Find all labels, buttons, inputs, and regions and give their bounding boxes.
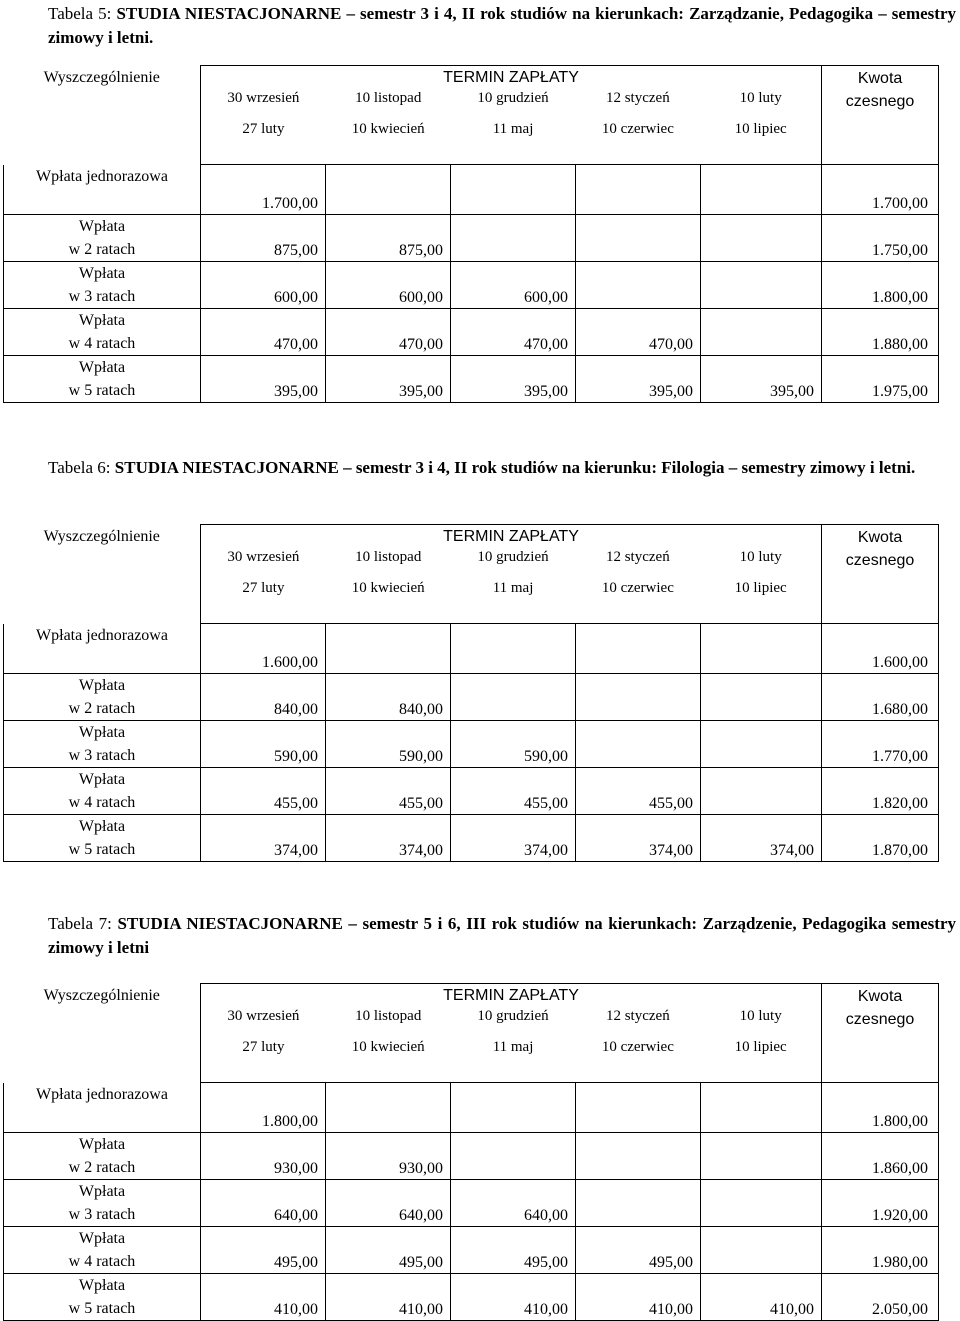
amount-cell: 395,00 <box>201 356 326 403</box>
caption-title: STUDIA NIESTACJONARNE – semestr 5 i 6, III rok studiów na kierunkach: Zarządzenie, Pedagogika semestry zimowy i letni <box>48 914 957 957</box>
row-label-line1: Wpłata <box>78 1136 126 1153</box>
header-date: 10 grudzień <box>477 549 549 565</box>
header-kwota <box>822 66 939 165</box>
table-row <box>4 309 939 356</box>
header-date: 11 maj <box>492 121 534 137</box>
total-cell: 1.600,00 <box>822 624 939 674</box>
table-row <box>4 624 939 674</box>
row-label <box>4 215 201 262</box>
amount-cell: 840,00 <box>201 674 326 721</box>
amount-cell <box>701 674 822 721</box>
row-label-line1: Wpłata jednorazowa <box>36 1085 168 1103</box>
amount-cell: 600,00 <box>326 262 451 309</box>
row-label-line1: Wpłata jednorazowa <box>36 626 168 644</box>
row-label <box>4 1180 201 1227</box>
total-cell: 1.680,00 <box>822 674 939 721</box>
amount-cell: 1.700,00 <box>201 165 326 215</box>
amount-cell <box>576 1180 701 1227</box>
amount-cell: 470,00 <box>451 309 576 356</box>
header-term-title: TERMIN ZAPŁATY <box>443 987 579 1004</box>
amount-cell: 410,00 <box>326 1274 451 1321</box>
header-dates-row-1 <box>201 88 821 107</box>
row-label-line1: Wpłata jednorazowa <box>36 167 168 185</box>
amount-cell: 590,00 <box>451 721 576 768</box>
row-label <box>4 624 201 674</box>
row-label-line2: w 2 ratach <box>68 1159 136 1176</box>
caption-title: STUDIA NIESTACJONARNE – semestr 3 i 4, II rok studiów na kierunkach: Zarządzanie, Pedagogika – semestry zimowy i letni. <box>48 4 956 47</box>
amount-cell <box>701 1227 822 1274</box>
table-row <box>4 768 939 815</box>
row-label-line2: w 5 ratach <box>68 1300 136 1317</box>
amount-cell <box>326 1083 451 1133</box>
header-date: 12 styczeń <box>605 1008 670 1024</box>
row-label-line2: w 3 ratach <box>68 747 136 764</box>
amount-cell <box>576 674 701 721</box>
amount-cell <box>326 624 451 674</box>
amount-cell: 410,00 <box>201 1274 326 1321</box>
total-cell: 1.980,00 <box>822 1227 939 1274</box>
amount-cell: 640,00 <box>326 1180 451 1227</box>
header-term <box>201 525 822 624</box>
total-cell: 1.700,00 <box>822 165 939 215</box>
header-date: 10 listopad <box>355 549 422 565</box>
amount-cell: 395,00 <box>451 356 576 403</box>
row-label <box>4 674 201 721</box>
total-cell: 1.800,00 <box>822 262 939 309</box>
header-date: 10 listopad <box>355 1008 422 1024</box>
table-caption <box>48 912 956 960</box>
caption-title: STUDIA NIESTACJONARNE – semestr 3 i 4, II rok studiów na kierunku: Filologia – semestry zimowy i letni. <box>114 458 916 477</box>
header-date: 10 luty <box>739 1008 782 1024</box>
caption-prefix: Tabela 7: <box>48 914 118 933</box>
row-label <box>4 1227 201 1274</box>
row-label <box>4 1274 201 1321</box>
header-col-label: Wyszczególnienie <box>43 68 160 86</box>
amount-cell: 374,00 <box>326 815 451 862</box>
header-date: 10 lipiec <box>734 1039 787 1055</box>
amount-cell: 374,00 <box>701 815 822 862</box>
amount-cell: 1.600,00 <box>201 624 326 674</box>
amount-cell <box>701 768 822 815</box>
amount-cell: 590,00 <box>326 721 451 768</box>
row-label-line2: w 3 ratach <box>68 288 136 305</box>
header-dates-row-2 <box>201 1025 821 1060</box>
header-date: 11 maj <box>492 1039 534 1055</box>
amount-cell: 495,00 <box>326 1227 451 1274</box>
header-term-title: TERMIN ZAPŁATY <box>443 69 579 86</box>
row-label-line1: Wpłata <box>78 359 126 376</box>
amount-cell <box>451 1083 576 1133</box>
row-label-line1: Wpłata <box>78 724 126 741</box>
table-caption <box>48 2 956 50</box>
table-row <box>4 674 939 721</box>
row-label-line2: w 4 ratach <box>68 794 136 811</box>
header-date: 30 wrzesień <box>227 90 300 106</box>
table-row <box>4 1227 939 1274</box>
amount-cell: 930,00 <box>326 1133 451 1180</box>
total-cell: 1.880,00 <box>822 309 939 356</box>
row-label <box>4 768 201 815</box>
amount-cell <box>701 1083 822 1133</box>
amount-cell: 455,00 <box>201 768 326 815</box>
table-row <box>4 1180 939 1227</box>
row-label-line2: w 5 ratach <box>68 841 136 858</box>
table-header-row <box>4 66 939 165</box>
table-row <box>4 815 939 862</box>
header-date: 27 luty <box>242 580 285 596</box>
total-cell: 1.750,00 <box>822 215 939 262</box>
header-date: 12 styczeń <box>605 90 670 106</box>
amount-cell <box>451 165 576 215</box>
amount-cell: 1.800,00 <box>201 1083 326 1133</box>
amount-cell <box>576 1133 701 1180</box>
amount-cell: 455,00 <box>326 768 451 815</box>
amount-cell: 374,00 <box>451 815 576 862</box>
amount-cell: 600,00 <box>201 262 326 309</box>
amount-cell <box>701 262 822 309</box>
row-label <box>4 309 201 356</box>
header-col-label: Wyszczególnienie <box>43 986 160 1004</box>
header-kwota-line2: czesnego <box>845 1011 915 1028</box>
table-header-row <box>4 984 939 1083</box>
header-kwota <box>822 984 939 1083</box>
table-row <box>4 721 939 768</box>
total-cell: 2.050,00 <box>822 1274 939 1321</box>
amount-cell: 470,00 <box>201 309 326 356</box>
row-label <box>4 262 201 309</box>
total-cell: 1.920,00 <box>822 1180 939 1227</box>
caption-prefix: Tabela 6: <box>48 458 115 477</box>
header-term-title: TERMIN ZAPŁATY <box>443 528 579 545</box>
row-label-line2: w 5 ratach <box>68 382 136 399</box>
amount-cell <box>576 165 701 215</box>
amount-cell <box>701 624 822 674</box>
row-label-line2: w 3 ratach <box>68 1206 136 1223</box>
row-label-line1: Wpłata <box>78 1277 126 1294</box>
fee-table <box>3 983 938 1321</box>
amount-cell: 495,00 <box>201 1227 326 1274</box>
amount-cell: 470,00 <box>576 309 701 356</box>
amount-cell: 495,00 <box>451 1227 576 1274</box>
header-date: 12 styczeń <box>605 549 670 565</box>
header-dates-row-2 <box>201 107 821 142</box>
amount-cell <box>451 674 576 721</box>
header-date: 10 czerwiec <box>601 1039 674 1055</box>
table-row <box>4 356 939 403</box>
amount-cell: 640,00 <box>451 1180 576 1227</box>
table-header-row <box>4 525 939 624</box>
fee-table <box>3 524 938 862</box>
header-term <box>201 984 822 1083</box>
header-date: 30 wrzesień <box>227 1008 300 1024</box>
table-row <box>4 1083 939 1133</box>
amount-cell <box>701 721 822 768</box>
header-date: 10 luty <box>739 549 782 565</box>
amount-cell <box>326 165 451 215</box>
header-date: 10 czerwiec <box>601 121 674 137</box>
amount-cell: 590,00 <box>201 721 326 768</box>
header-kwota-line2: czesnego <box>845 93 915 110</box>
amount-cell <box>576 1083 701 1133</box>
header-col-label: Wyszczególnienie <box>43 527 160 545</box>
row-label <box>4 1133 201 1180</box>
header-date: 27 luty <box>242 121 285 137</box>
table-row <box>4 1133 939 1180</box>
amount-cell <box>576 624 701 674</box>
row-label-line1: Wpłata <box>78 677 126 694</box>
fee-table-grid <box>3 983 939 1321</box>
amount-cell: 470,00 <box>326 309 451 356</box>
amount-cell <box>701 309 822 356</box>
row-label <box>4 356 201 403</box>
row-label-line1: Wpłata <box>78 1230 126 1247</box>
amount-cell: 410,00 <box>701 1274 822 1321</box>
amount-cell: 640,00 <box>201 1180 326 1227</box>
amount-cell: 930,00 <box>201 1133 326 1180</box>
amount-cell <box>576 262 701 309</box>
header-date: 27 luty <box>242 1039 285 1055</box>
row-label-line1: Wpłata <box>78 1183 126 1200</box>
amount-cell <box>701 1133 822 1180</box>
amount-cell <box>701 215 822 262</box>
row-label <box>4 1083 201 1133</box>
total-cell: 1.860,00 <box>822 1133 939 1180</box>
header-date: 10 kwiecień <box>351 580 425 596</box>
header-kwota-line1: Kwota <box>857 529 903 546</box>
amount-cell: 455,00 <box>576 768 701 815</box>
header-dates-row-1 <box>201 547 821 566</box>
amount-cell <box>451 215 576 262</box>
amount-cell: 374,00 <box>201 815 326 862</box>
total-cell: 1.870,00 <box>822 815 939 862</box>
header-date: 10 luty <box>739 90 782 106</box>
amount-cell <box>576 721 701 768</box>
header-dates-row-2 <box>201 566 821 601</box>
amount-cell <box>451 624 576 674</box>
row-label-line1: Wpłata <box>78 265 126 282</box>
header-date: 30 wrzesień <box>227 549 300 565</box>
header-date: 10 czerwiec <box>601 580 674 596</box>
amount-cell: 840,00 <box>326 674 451 721</box>
header-kwota-line1: Kwota <box>857 988 903 1005</box>
amount-cell: 600,00 <box>451 262 576 309</box>
caption-prefix: Tabela 5: <box>48 4 117 23</box>
header-date: 10 listopad <box>355 90 422 106</box>
amount-cell <box>701 165 822 215</box>
amount-cell: 455,00 <box>451 768 576 815</box>
amount-cell: 875,00 <box>326 215 451 262</box>
amount-cell: 395,00 <box>576 356 701 403</box>
fee-table-grid <box>3 65 939 403</box>
header-kwota-line1: Kwota <box>857 70 903 87</box>
table-row <box>4 215 939 262</box>
header-kwota <box>822 525 939 624</box>
amount-cell <box>701 1180 822 1227</box>
table-row <box>4 262 939 309</box>
amount-cell: 410,00 <box>451 1274 576 1321</box>
fee-table <box>3 65 938 403</box>
row-label <box>4 165 201 215</box>
table-caption <box>48 456 956 480</box>
row-label <box>4 815 201 862</box>
row-label-line2: w 2 ratach <box>68 700 136 717</box>
row-label-line1: Wpłata <box>78 771 126 788</box>
header-date: 10 grudzień <box>477 1008 549 1024</box>
header-date: 10 lipiec <box>734 121 787 137</box>
header-kwota-line2: czesnego <box>845 552 915 569</box>
amount-cell: 395,00 <box>326 356 451 403</box>
header-dates-row-1 <box>201 1006 821 1025</box>
amount-cell <box>451 1133 576 1180</box>
total-cell: 1.820,00 <box>822 768 939 815</box>
table-row <box>4 1274 939 1321</box>
header-date: 10 kwiecień <box>351 1039 425 1055</box>
total-cell: 1.770,00 <box>822 721 939 768</box>
amount-cell: 410,00 <box>576 1274 701 1321</box>
total-cell: 1.800,00 <box>822 1083 939 1133</box>
header-date: 10 grudzień <box>477 90 549 106</box>
row-label <box>4 721 201 768</box>
header-date: 10 lipiec <box>734 580 787 596</box>
total-cell: 1.975,00 <box>822 356 939 403</box>
header-date: 11 maj <box>492 580 534 596</box>
row-label-line1: Wpłata <box>78 818 126 835</box>
row-label-line1: Wpłata <box>78 312 126 329</box>
row-label-line2: w 4 ratach <box>68 335 136 352</box>
row-label-line1: Wpłata <box>78 218 126 235</box>
header-date: 10 kwiecień <box>351 121 425 137</box>
amount-cell: 495,00 <box>576 1227 701 1274</box>
row-label-line2: w 4 ratach <box>68 1253 136 1270</box>
header-term <box>201 66 822 165</box>
amount-cell: 395,00 <box>701 356 822 403</box>
fee-table-grid <box>3 524 939 862</box>
amount-cell <box>576 215 701 262</box>
row-label-line2: w 2 ratach <box>68 241 136 258</box>
amount-cell: 875,00 <box>201 215 326 262</box>
amount-cell: 374,00 <box>576 815 701 862</box>
table-row <box>4 165 939 215</box>
